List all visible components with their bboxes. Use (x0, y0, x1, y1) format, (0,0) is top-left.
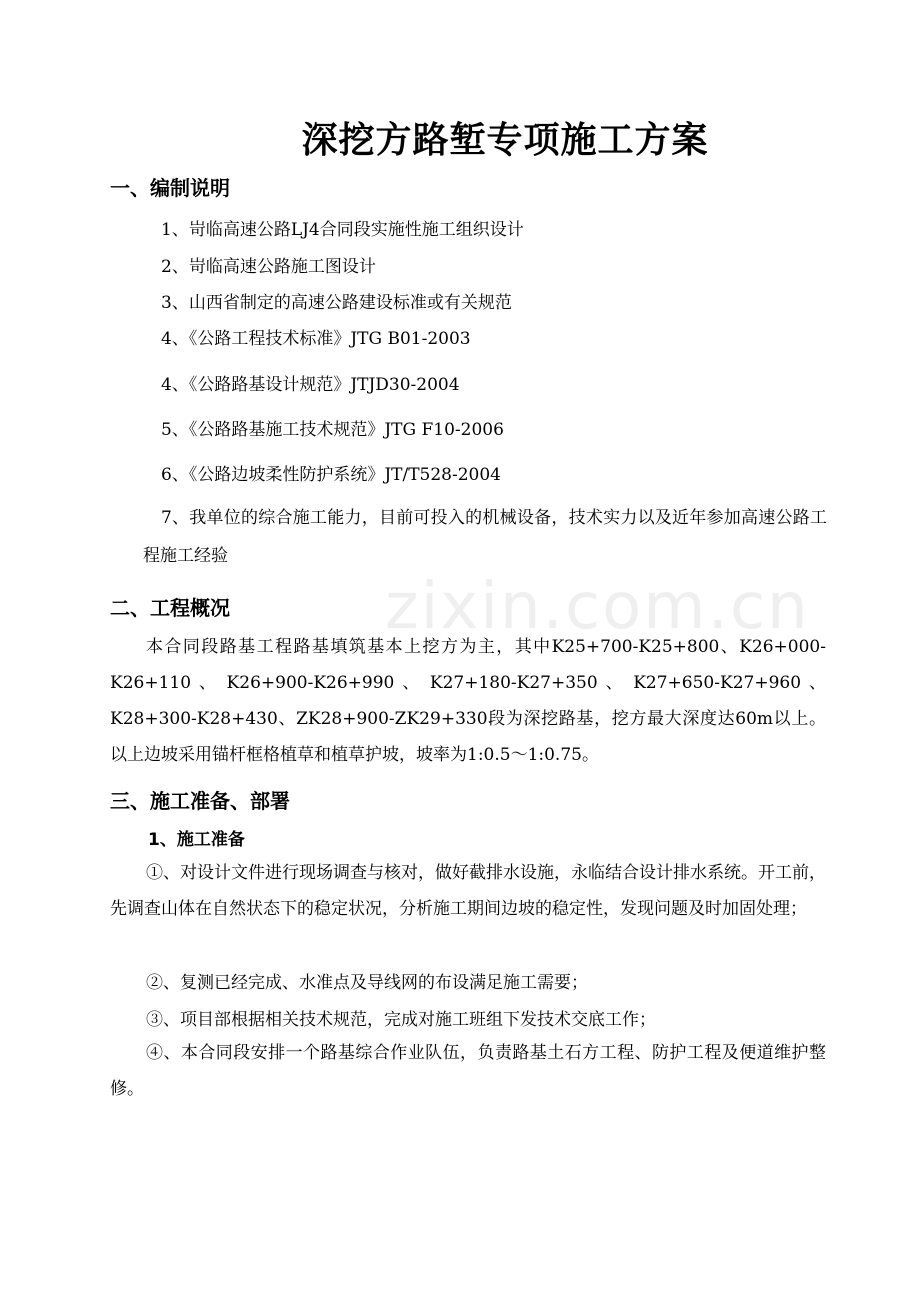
list-item: 5、《公路路基施工技术规范》JTG F10-2006 (161, 420, 504, 440)
overview-paragraph: 本合同段路基工程路基填筑基本上挖方为主，其中K25+700-K25+800、K26+000-K26+110 、 K26+900-K26+990 、 K27+180-K27+350 、 K27+650-K27+960 、K28+300-K28+430、ZK28+900-ZK29+330段为深挖路基，挖方最大深度达60m以上。以上边坡采用锚杆框格植草和植草护坡，坡率为1:0.5～1:0.75。 (110, 637, 826, 765)
section-heading-2: 二、工程概况 (110, 596, 230, 620)
list-item: 1、岢临高速公路LJ4合同段实施性施工组织设计 (161, 220, 524, 240)
list-item: 4、《公路路基设计规范》JTJD30-2004 (161, 375, 460, 395)
list-item: 6、《公路边坡柔性防护系统》JT/T528-2004 (161, 465, 501, 485)
list-item: 3、山西省制定的高速公路建设标准或有关规范 (161, 293, 512, 313)
document-title: 深挖方路堑专项施工方案 (301, 119, 709, 161)
list-item: 4、《公路工程技术标准》JTG B01-2003 (161, 329, 471, 349)
list-item: 2、岢临高速公路施工图设计 (161, 257, 376, 277)
prep-item: ③、项目部根据相关技术规范，完成对施工班组下发技术交底工作； (146, 1010, 656, 1030)
watermark: zixin.com.cn (385, 570, 810, 644)
list-item-multiline: 7、我单位的综合施工能力，目前可投入的机械设备，技术实力以及近年参加高速公路工程施工经验 (143, 508, 827, 566)
prep-item: ④、本合同段安排一个路基综合作业队伍，负责路基土石方工程、防护工程及便道维护整修。 (110, 1043, 826, 1099)
prep-item: ①、对设计文件进行现场调查与核对，做好截排水设施，永临结合设计排水系统。开工前，先调查山体在自然状态下的稳定状况，分析施工期间边坡的稳定性，发现问题及时加固处理； (110, 863, 826, 919)
section-heading-1: 一、编制说明 (110, 176, 230, 200)
prep-item: ②、复测已经完成、水准点及导线网的布设满足施工需要； (146, 973, 588, 993)
section-heading-3: 三、施工准备、部署 (110, 789, 290, 813)
subsection-heading: 1、施工准备 (148, 830, 245, 850)
